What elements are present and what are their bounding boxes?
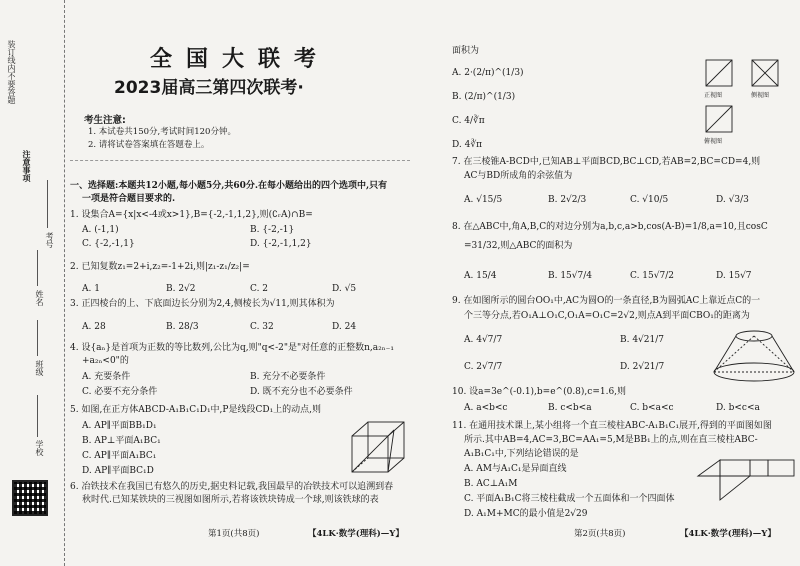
q2-opt-b: B. 2√2 bbox=[166, 284, 196, 294]
frustum-figure bbox=[710, 326, 798, 384]
three-views-figure bbox=[700, 56, 794, 146]
binding-instruction: 装订线内不要答题 bbox=[7, 40, 16, 104]
q9-opt-a: A. 4√7/7 bbox=[464, 335, 503, 345]
q4-stem-2: +a₂ₙ<0"的 bbox=[82, 356, 129, 366]
q9-opt-c: C. 2√7/7 bbox=[464, 362, 503, 372]
notes-divider bbox=[70, 160, 410, 161]
q7-opt-c: C. √10/5 bbox=[630, 195, 669, 205]
q7-opt-b: B. 2√2/3 bbox=[548, 195, 587, 205]
prism-net-figure bbox=[694, 448, 798, 520]
q10-opt-a: A. a<b<c bbox=[464, 403, 508, 413]
q1-opt-c: C. {-2,-1,1} bbox=[82, 239, 135, 249]
exam-no-line bbox=[47, 180, 48, 228]
q6-stem-2: 秋时代.已知某铁块的三视图如图所示,若将该铁块铸成一个球,则该铁球的表 bbox=[82, 495, 379, 505]
page-1-code: 【4LK·数学(理科)—Y】 bbox=[308, 529, 404, 539]
page-2-code: 【4LK·数学(理科)—Y】 bbox=[680, 529, 776, 539]
side-view-label: 侧视图 bbox=[751, 92, 770, 99]
q6-opt-a: A. 2·(2/π)^(1/3) bbox=[452, 68, 524, 78]
q10-opt-b: B. c<b<a bbox=[548, 403, 592, 413]
notes-heading: 考生注意: bbox=[84, 115, 126, 126]
q11-stem-2: 所示.其中AB=4,AC=3,BC=AA₁=5,M是BB₁上的点,则在直三棱柱ABC- bbox=[464, 435, 758, 445]
class-label: 班级 bbox=[35, 360, 44, 376]
q3-opt-b: B. 28/3 bbox=[166, 322, 199, 332]
q6-opt-c: C. 4/∛π bbox=[452, 116, 485, 126]
q5-opt-c: C. AP∥平面A₁BC₁ bbox=[82, 451, 157, 461]
q8-opt-a: A. 15/4 bbox=[464, 271, 497, 281]
q11-opt-c: C. 平面A₁B₁C将三棱柱截成一个五面体和一个四面体 bbox=[464, 494, 675, 504]
page-1-number: 第1页(共8页) bbox=[208, 529, 260, 539]
q7-opt-d: D. √3/3 bbox=[716, 195, 749, 205]
q4-opt-b: B. 充分不必要条件 bbox=[250, 372, 326, 382]
q8-stem: 8. 在△ABC中,角A,B,C的对边分别为a,b,c,a>b,cos(A-B)=1/8,a=10,且cosC bbox=[452, 222, 768, 232]
q5-opt-a: A. AP∥平面BB₁D₁ bbox=[82, 421, 157, 431]
cube-figure bbox=[348, 418, 410, 476]
q7-opt-a: A. √15/5 bbox=[464, 195, 503, 205]
note-1: 1. 本试卷共150分,考试时间120分钟。 bbox=[88, 127, 236, 137]
q6-stem-3: 面积为 bbox=[452, 46, 480, 56]
q4-opt-a: A. 充要条件 bbox=[82, 372, 131, 382]
q9-opt-b: B. 4√21/7 bbox=[620, 335, 665, 345]
q9-stem-2: 个三等分点,若O₁A⊥O₁C,O₁A=O₁C=2√2,则点A到平面CBO₁的距离为 bbox=[464, 311, 750, 321]
binding-strip bbox=[0, 0, 65, 566]
q9-opt-d: D. 2√21/7 bbox=[620, 362, 665, 372]
front-view-label: 正视图 bbox=[704, 92, 723, 99]
q6-opt-d: D. 4∛π bbox=[452, 140, 482, 150]
name-label: 姓名 bbox=[35, 290, 44, 306]
school-line bbox=[37, 395, 38, 437]
q3-stem: 3. 正四棱台的上、下底面边长分别为2,4,侧棱长为√11,则其体积为 bbox=[70, 299, 335, 309]
qr-code bbox=[12, 480, 48, 516]
q11-stem-3: A₁B₁C₁中,下列结论错误的是 bbox=[464, 449, 579, 459]
exam-subtitle: 2023届高三第四次联考· bbox=[114, 78, 304, 98]
q2-opt-a: A. 1 bbox=[82, 284, 100, 294]
q8-opt-b: B. 15√7/4 bbox=[548, 271, 593, 281]
top-view-label: 俯视图 bbox=[704, 138, 723, 145]
q2-stem: 2. 已知复数z₁=2+i,z₂=-1+2i,则|z₁-z₁/z₂|= bbox=[70, 262, 250, 272]
q10-opt-c: C. b<a<c bbox=[630, 403, 674, 413]
q1-opt-b: B. {-2,-1} bbox=[250, 225, 295, 235]
q8-opt-d: D. 15√7 bbox=[716, 271, 752, 281]
q1-stem: 1. 设集合A={x|x<-4或x>1},B={-2,-1,1,2},则(∁ᵣA)∩B= bbox=[70, 210, 313, 220]
q11-opt-d: D. A₁M+MC的最小值是2√29 bbox=[464, 509, 588, 519]
section-heading-2: 一项是符合题目要求的. bbox=[82, 194, 176, 204]
q1-opt-d: D. {-2,-1,1,2} bbox=[250, 239, 312, 249]
q11-stem: 11. 在通用技术课上,某小组将一个直三棱柱ABC-A₁B₁C₁展开,得到的平面图如图 bbox=[452, 421, 772, 431]
q3-opt-c: C. 32 bbox=[250, 322, 274, 332]
q11-opt-a: A. AM与A₁C₁是异面直线 bbox=[464, 464, 567, 474]
q10-opt-d: D. b<c<a bbox=[716, 403, 760, 413]
page-2 bbox=[424, 0, 800, 566]
q5-stem: 5. 如图,在正方体ABCD-A₁B₁C₁D₁中,P是线段CD₁上的动点,则 bbox=[70, 405, 322, 415]
q9-stem: 9. 在如图所示的圆台OO₁中,AC为圆O的一条直径,B为圆弧AC上靠近点C的一 bbox=[452, 296, 761, 306]
q1-opt-a: A. (-1,1) bbox=[82, 225, 119, 235]
q2-opt-c: C. 2 bbox=[250, 284, 269, 294]
q7-stem-2: AC与BD所成角的余弦值为 bbox=[464, 171, 573, 181]
q8-stem-2: =31/32,则△ABC的面积为 bbox=[464, 241, 573, 251]
q6-opt-b: B. (2/π)^(1/3) bbox=[452, 92, 516, 102]
class-line bbox=[37, 320, 38, 356]
section-heading: 一、选择题:本题共12小题,每小题5分,共60分.在每小题给出的四个选项中,只有 bbox=[70, 181, 388, 191]
q4-stem: 4. 设{aₙ}是首项为正数的等比数列,公比为q,则"q<-2"是"对任意的正整数n,a₂ₙ₋₁ bbox=[70, 343, 395, 353]
q7-stem: 7. 在三棱锥A-BCD中,已知AB⊥平面BCD,BC⊥CD,若AB=2,BC=CD=4,则 bbox=[452, 157, 761, 167]
q4-opt-c: C. 必要不充分条件 bbox=[82, 387, 158, 397]
q5-opt-d: D. AP∥平面BC₁D bbox=[82, 466, 154, 476]
q5-opt-b: B. AP⊥平面A₁BC₁ bbox=[82, 436, 161, 446]
exam-no-label: 考号 bbox=[45, 232, 54, 248]
q3-opt-d: D. 24 bbox=[332, 322, 357, 332]
q11-opt-b: B. AC⊥A₁M bbox=[464, 479, 518, 489]
name-line bbox=[37, 250, 38, 286]
page-1 bbox=[70, 0, 420, 566]
q6-stem: 6. 冶铁技术在我国已有悠久的历史,据史料记载,我国最早的冶铁技术可以追溯到春 bbox=[70, 482, 394, 492]
q3-opt-a: A. 28 bbox=[82, 322, 106, 332]
binding-note: 注意事项 bbox=[22, 150, 32, 182]
school-label: 学校 bbox=[35, 440, 44, 456]
q8-opt-c: C. 15√7/2 bbox=[630, 271, 674, 281]
exam-title: 全国大联考 bbox=[150, 47, 331, 72]
q4-opt-d: D. 既不充分也不必要条件 bbox=[250, 387, 353, 397]
note-2: 2. 请将试卷答案填在答题卷上。 bbox=[88, 140, 210, 150]
q2-opt-d: D. √5 bbox=[332, 284, 357, 294]
page-2-number: 第2页(共8页) bbox=[574, 529, 626, 539]
q10-stem: 10. 设a=3e^(-0.1),b=e^(0.8),c=1.6,则 bbox=[452, 387, 627, 397]
